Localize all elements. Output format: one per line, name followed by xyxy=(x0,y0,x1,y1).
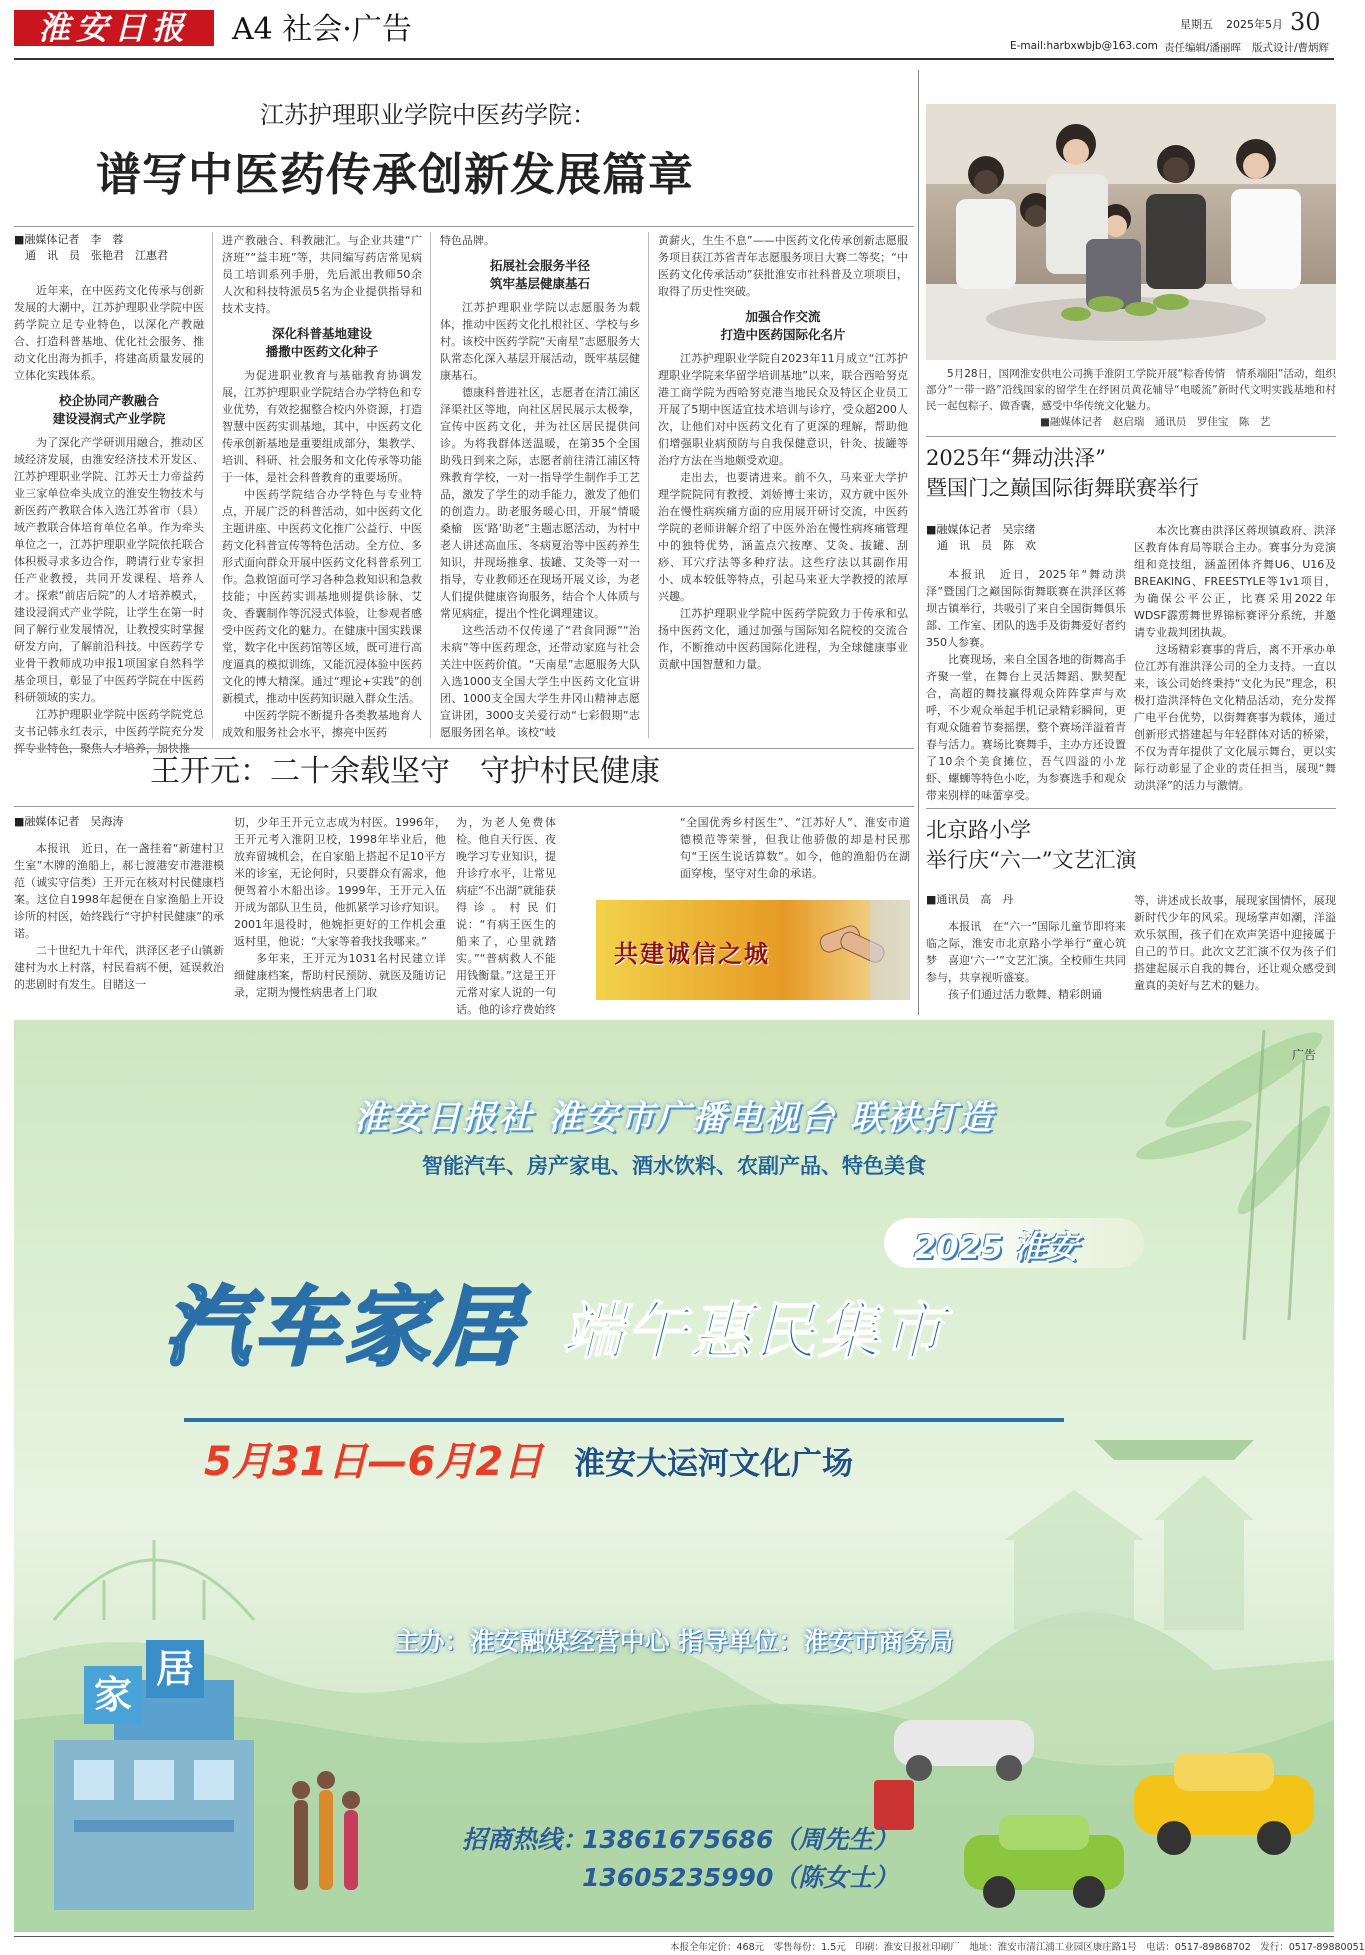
wang-column-4 xyxy=(680,814,910,894)
tcm-paragraph: 走出去，也要请进来。前不久，马来亚大学护理学院院同有教授、刘娇博士来访，双方就中医外治在慢性病疾痛方面的应用展开研讨交流，中医药学院的老师讲解介绍了中医外治在慢性病疼痛管理中的独特优势，涵盖点穴按摩、艾灸、拔罐、刮痧、耳穴疗法等多种疗法。这些疗法以其副作用小、成本较低等特点，引起马来亚大学教授的浓厚兴趣。 xyxy=(658,471,908,603)
beijing-title-1: 北京路小学 xyxy=(926,818,1031,842)
tcm-byline-reporter: ■融媒体记者 李 蓉 xyxy=(14,233,124,246)
wang-paragraph: “全国优秀乡村医生”、“江苏好人”、淮安市道德模范等荣誉，但我让他骄傲的却是村民那句“王医生说话算数”。如今，他的渔船仍在湖面穿梭，坚守对生命的承诺。 xyxy=(680,816,910,880)
wang-title-rule xyxy=(14,806,914,807)
dance-byline-correspondent: 通 讯 员 陈 欢 xyxy=(937,539,1036,552)
tcm-paragraph: 黄薪火，生生不息”——中医药文化传承创新志愿服务项目获江苏省青年志愿服务项目大赛二等奖；“中医药文化传承活动”获批淮安市社科普及立项项目，取得了历史性突破。 xyxy=(658,234,908,298)
tcm-column-4 xyxy=(658,232,908,738)
beijing-title-2: 举行庆“六一”文艺汇演 xyxy=(926,848,1137,872)
tcm-paragraph: 中医药学院不断提升各类教基地育人成效和服务社会水平，擦亮中医药 xyxy=(222,709,422,739)
integrity-banner-text: 共建诚信之城 xyxy=(614,939,770,968)
tcm-paragraph: 江苏护理职业学院中医药学院党总支书记韩永红表示，中医药学院充分发挥专业特色，聚焦人才培养，加快推 xyxy=(14,708,204,755)
tcm-kicker: 江苏护理职业学院中医药学院： xyxy=(260,101,596,129)
wang-paragraph: 切，少年王开元立志成为村医。1996年，王开元考入淮阴卫校，1998年毕业后，他放弃留城机会，在自家船上搭起不足10平方米的诊室，无论何时，只要群众有需求，他便驾着小木船出诊。1999年，王开元入伍开成为部队卫生员，他抓紧学习诊疗知识。2001年退役时，他婉拒更好的工作机会重返村里，他说：“大家等着我找我哪来。” xyxy=(234,816,446,948)
photo-caption: 5月28日，国网淮安供电公司携手淮阴工学院开展“粽香传情 情系端阳”活动，组织部分“一带一路”沿线国家的留学生在纾困员黄花辅导“电暖流”新时代文明实践基地和村民一起包粽子、做香囊，感受中华传统文化魅力。 xyxy=(926,368,1336,412)
dance-paragraph: 比赛现场，来自全国各地的街舞高手齐聚一堂，在舞台上灵活舞蹈、默契配合，高超的舞技赢得观众阵阵掌声与欢呼，不少观众举起手机记录精彩瞬间，更有观众随着节奏摇摆，整个赛场洋溢着青春与活力。赛场比赛舞手，主办方还设置了10余个美食摊位，吾气四溢的小龙虾、螺蛳等特色小吃，为参赛选手和观众带来别样的味蕾享受。 xyxy=(926,653,1126,802)
tcm-column-1 xyxy=(14,232,204,755)
ad-title-secondary: 端午惠民集市 xyxy=(562,1295,947,1368)
column-divider xyxy=(648,232,649,738)
wang-paragraph: 多年来，王开元为1031名村民建立详细健康档案，帮助村民预防、就医及随访记录，定期为慢性病患者上门取 xyxy=(234,952,446,999)
tcm-paragraph: 中医药学院结合办学特色与专业特点，开展广泛的科普活动，如中医药文化主题讲座、中医药文化推广公益行、中医药文化科普宣传等特色活动。全方位、多形式面向群众开展中医药文化科普系列工作。急救馆面可学习各种急救知识和急救技能；中医药实训基地则提供诊脉、艾灸、香囊制作等沉浸式体验，让参观者感受中医药文化的魅力。在健康中国实践课堂，数字化中医药馆等区域，既可进行高度逼真的模拟训练，又能沉浸体验中医药文化的博大精深。通过“理论+实践”的创新模式，推动中医药知识融入群众生活。 xyxy=(222,488,422,705)
tcm-paragraph: 江苏护理职业学院自2023年11月成立“江苏护理职业学院来华留学培训基地”以来，联合西哈努克港工商学院为西哈努克港当地民众及特区企业员工开展了5期中医适宜技术培训与诊疗，受众超200人次，让他们对中医药文化有了更深的理解，帮助他们增强职业病预防与自我保健意识，针灸、拔罐等治疗方法在当地颇受欢迎。 xyxy=(658,352,908,467)
photo-illustration xyxy=(926,104,1336,360)
dance-paragraph: 本报讯 近日，2025年“舞动洪泽”暨国门之巅国际街舞联赛在洪泽区蒋坝古镇举行，共吸引了来自全国街舞俱乐部、工作室、团队的选手及街舞爱好者约350人参赛。 xyxy=(926,568,1126,649)
ad-jia-sign: 家 xyxy=(84,1666,142,1724)
masthead-rule xyxy=(14,58,1334,60)
tcm-paragraph: 江苏护理职业学院中医药学院致力于传承和弘扬中医药文化，通过加强与国际知名院校的交流合作，不断推动中医药国际化进程，为全球健康事业贡献中国智慧和力量。 xyxy=(658,607,908,671)
masthead-weekday: 星期五 xyxy=(1180,18,1213,31)
wang-top-rule xyxy=(14,748,914,749)
dance-top-rule xyxy=(926,436,1336,437)
ad-date: 5月31日—6月2日 xyxy=(204,1439,544,1485)
tcm-subhead-3: 拓展社会服务半径 筑牢基层健康基石 xyxy=(489,258,590,291)
tcm-paragraph: 这些活动不仅传递了“君食同源”“治未病”等中医药理念，还带动家庭与社会关注中医药价值。“天南星”志愿服务大队入选1000支全国大学生中医药文化宣讲团、1000支全国大学生井冈山精神志愿宣讲团，3000支关爱行动“七彩假期”志愿服务团名单。该校“岐 xyxy=(440,624,640,739)
ad-title-main: 汽车家居 xyxy=(164,1278,524,1378)
tcm-title-rule xyxy=(14,226,914,227)
tcm-paragraph: 德康科普进社区，志愿者在清江浦区泽渠社区等地，向社区居民展示太极拳，宣传中医药文化，并为社区居民提供问诊。为将我群体送温暖，在第35个全国助残日到来之际，志愿者前往清江浦区特殊教育学校，一对一指导学生制作手工艺品，激发了学生的动手能力，激发了他们的创造力。助老服务暖心田，开展“情暖桑榆 医‘路’助老”主题志愿活动，为村中老人讲述高血压、冬病夏治等中医药养生知识，并现场推拿、拔罐、艾灸等一对一指导，专业教师还在现场开展义诊，为老人们提供健康咨询服务，结合个人体质与常见病症，提出个性化调理建议。 xyxy=(440,386,640,620)
right-section-divider xyxy=(918,70,919,1015)
tcm-byline-correspondents: 通 讯 员 张艳君 江惠君 xyxy=(25,249,168,262)
section-title: A4 社会·广告 xyxy=(232,12,412,47)
beijing-byline: ■通讯员 高 丹 xyxy=(926,893,1014,906)
beijing-paragraph: 本报讯 在“六一”国际儿童节即将来临之际，淮安市北京路小学举行“童心筑梦 喜迎‘六一’”文艺汇演。全校师生共同参与，共享视听盛宴。 xyxy=(926,920,1126,984)
beijing-column-1 xyxy=(926,892,1126,1014)
ad-cobrand-line: 淮安日报社 淮安市广播电视台 联袂打造 xyxy=(354,1098,994,1138)
dance-paragraph: 这场精彩赛事的背后，离不开承办单位江苏有淮洪泽公司的全力支持。一直以来，该公司始终秉持“文化为民”理念，积极打造洪泽特色文化精品活动，充分发挥广电平台优势，以街舞赛事为载体，通过创新形式搭建起与年轻群体对话的桥梁，不仅为青年提供了文化展示舞台，更以实际行动彰显了企业的责任担当，展现“舞动洪泽”的活力与激情。 xyxy=(1134,643,1336,792)
wang-paragraph: 二十世纪九十年代，洪泽区老子山镇新建村为水上村落，村民看病不便，延误救治的悲剧时有发生。目睹这一 xyxy=(14,944,224,991)
wang-paragraph: 本报讯 近日，在一盏挂着“新建村卫生室”木牌的渔船上，郝七渡港安市港港模范（诚实守信类）王开元在核对村民健康档案。这位自1998年起便在自家渔船上开设诊所的村医，始终践行“守护村民健康”的承诺。 xyxy=(14,842,224,940)
wang-column-2 xyxy=(234,814,446,1014)
news-photo xyxy=(926,104,1336,360)
beijing-paragraph: 孩子们通过活力歌舞、精彩朗诵 xyxy=(948,988,1102,1001)
ad-hotline-label: 招商热线： xyxy=(462,1825,588,1854)
beijing-top-rule xyxy=(926,808,1336,809)
footer-rule xyxy=(14,1936,1334,1937)
dance-title-1: 2025年“舞动洪泽” xyxy=(926,446,1106,470)
handshake-icon xyxy=(800,900,910,1000)
masthead-date: 2025年5月 xyxy=(1226,18,1283,31)
tcm-paragraph: 江苏护理职业学院以志愿服务为载体，推动中医药文化扎根社区、学校与乡村。该校中医药学院“天南星”志愿服务大队常态化深入基层开展活动，既牢基层健康基石。 xyxy=(440,301,640,382)
ad-ju-sign: 居 xyxy=(146,1640,204,1698)
wang-column-3 xyxy=(456,814,556,1014)
tcm-subhead-2: 深化科普基地建设 播撒中医药文化种子 xyxy=(265,326,379,359)
tcm-paragraph: 为了深化产学研训用融合，推动区域经济发展，由淮安经济技术开发区、江苏护理职业学院、江苏天士力帝益药业三家单位牵头成立的淮安生物技术与新医药产教联合体入选江苏省市（县）域产教联合体培育单位名单。作为牵头单位之一，江苏护理职业学院依托联合体积极寻求多边合作，聘请行业专家担任产业教授，共同开发课程、培养人才。探索“前店后院”的人才培养模式，建设浸润式产业学院，让学生在第一时间了解行业发展情况，让教授实时掌握研发方向，了解前沿科技。中医药学专业骨干教师成功申报1项国家自然科学基金项目，彰显了中医药学院在中医药科研领域的实力。 xyxy=(14,436,204,704)
dance-column-2 xyxy=(1134,522,1336,804)
tcm-paragraph: 特色品牌。 xyxy=(440,234,495,247)
dance-byline-reporter: ■融媒体记者 吴宗绪 xyxy=(926,523,1036,536)
beijing-paragraph: 等，讲述成长故事，展现家国情怀，展现新时代少年的风采。现场掌声如潮，洋溢欢乐氛围，孩子们在欢声笑语中迎接属于自己的节日。此次文艺汇演不仅为孩子们搭建起展示自我的舞台，还让观众感受到童真的美好与艺术的魅力。 xyxy=(1134,894,1336,992)
masthead-email: E-mail:harbxwbjb@163.com xyxy=(1010,40,1158,52)
ad-year: 2025 淮安 xyxy=(914,1228,1079,1266)
wang-byline: ■融媒体记者 吴海涛 xyxy=(14,815,124,828)
ad-tag: 广告 xyxy=(1291,1048,1316,1062)
tcm-paragraph: 为促进职业教育与基础教育协调发展，江苏护理职业学院结合办学特色和专业优势，有效挖掘整合校内外资源，打造智慧中医药实训基地，其中，中医药文化传承创新基地是重要组成部分，集教学、培训、科研、社会服务和文化传承等功能于一体，是社会科普教育的重要场所。 xyxy=(222,369,422,484)
wang-column-1 xyxy=(14,814,224,1014)
tcm-paragraph: 近年来，在中医药文化传承与创新发展的大潮中，江苏护理职业学院中医药学院立足专业特色，以深化产教融合、打造科普基地、优化社会服务、推动文化出海为抓手，将建高质量发展的立体化实践体系。 xyxy=(14,284,204,382)
masthead-editor: 责任编辑/潘丽晖 xyxy=(1164,42,1242,54)
masthead-designer: 版式设计/曹炳辉 xyxy=(1252,42,1330,54)
tcm-column-3 xyxy=(440,232,640,738)
ad-phone-1[interactable]: 13861675686（周先生） xyxy=(582,1825,899,1854)
ad-host: 主办：淮安融媒经营中心 指导单位：淮安市商务局 xyxy=(394,1627,954,1656)
tcm-subhead-4: 加强合作交流 打造中医药国际化名片 xyxy=(720,309,846,342)
tcm-column-2 xyxy=(222,232,422,738)
ad-phone-2[interactable]: 13605235990（陈女士） xyxy=(582,1863,899,1892)
photo-credit: ■融媒体记者 赵启瑞 通讯员 罗佳宝 陈 艺 xyxy=(1040,416,1271,428)
dance-title-2: 暨国门之巅国际街舞联赛举行 xyxy=(926,476,1199,500)
ad-panel xyxy=(14,1020,1334,1932)
wang-paragraph: 为，为老人免费体检。他自天行医、夜晚学习专业知识，提升诊疗水平，让常见病症“不出湖”就能获得诊。村民们说：“有病王医生的船来了，心里就踏实。”“普病救人不能用钱衡量。”这是王开元常对家人说的一句话。他的诊疗费始终 xyxy=(456,816,556,1016)
page-number: 30 xyxy=(1290,8,1321,36)
tcm-paragraph: 进产教融合、科教融汇。与企业共建“广济班”“益丰班”等，共同编写药店常见病员工培训系列手册，先后派出教师50余人次和科技特派员5名为企业提供指导和技术支持。 xyxy=(222,234,422,315)
ad-venue: 淮安大运河文化广场 xyxy=(574,1446,853,1482)
dance-column-1 xyxy=(926,522,1126,804)
masthead-logo-text: 淮安日报 xyxy=(37,9,190,47)
column-divider xyxy=(212,232,213,738)
integrity-banner xyxy=(596,900,910,1000)
tcm-subhead-1: 校企协同产教融合 建设浸润式产业学院 xyxy=(52,393,166,426)
column-divider xyxy=(430,232,431,738)
dance-paragraph: 本次比赛由洪泽区蒋坝镇政府、洪泽区教育体育局等联合主办。赛事分为竞演组和竞技组，涵盖团体齐舞U6、U16及BREAKING、FREESTYLE等1v1项目，为确保公平公正，比赛采用2022年WDSF霹雳舞世界锦标赛评分系统，并邀请专业裁判团执裁。 xyxy=(1134,524,1336,639)
tcm-title: 谱写中医药传承创新发展篇章 xyxy=(96,148,695,201)
ad-categories: 智能汽车、房产家电、酒水饮料、农副产品、特色美食 xyxy=(422,1154,926,1178)
footer-info: 本报全年定价：468元 零售每份：1.5元 印刷：淮安日报社印刷厂 地址：淮安市清江浦工业园区康庄路1号 电话：0517-89868702 发行：0517-89880051 xyxy=(670,1942,1365,1953)
ad-date-band xyxy=(184,1418,1064,1422)
beijing-column-2 xyxy=(1134,892,1336,1014)
wang-title: 王开元：二十余载坚守 守护村民健康 xyxy=(150,754,660,789)
